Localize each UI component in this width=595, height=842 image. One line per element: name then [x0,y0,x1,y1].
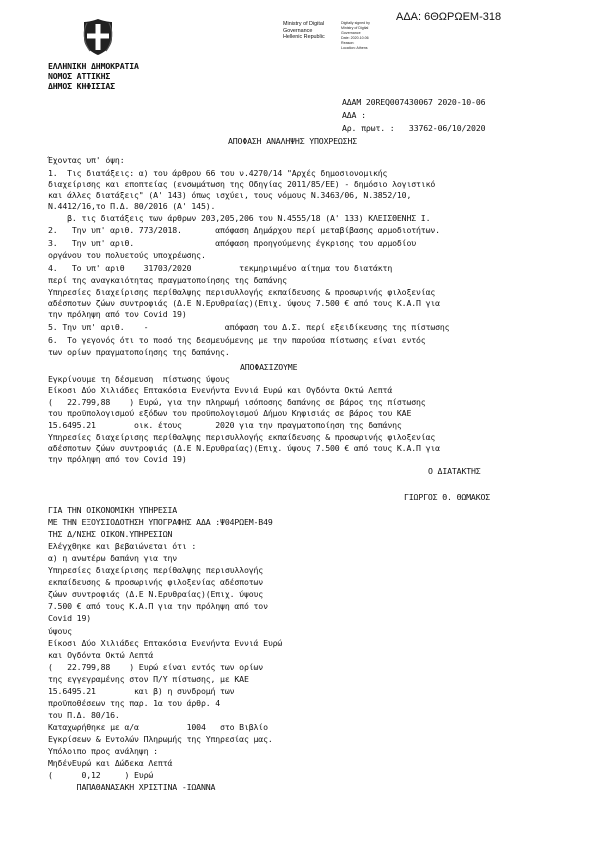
stamp-detail: Reason: [341,41,355,45]
economic-line: Υπόλοιπο προς ανάληψη : [48,746,158,756]
economic-line: ( 22.799,88 ) Ευρώ είναι εντός των ορίων [48,662,264,672]
decision-line: αδέσποτων ζώων συντροφιάς (Δ.Ε Ν.Ερυθραίας)(Επιχ. ύψους 7.500 € από τους Κ.Α.Π για [48,443,440,453]
body-line: β. τις διατάξεις των άρθρων 203,205,206 του Ν.4555/18 (Α' 133) ΚΛΕΙΣΘΕΝΗΣ Ι. [48,213,431,223]
economic-line: Εγκρίσεων & Εντολών Πληρωμής της Υπηρεσίας μας. [48,734,273,744]
economic-signatory: ΠΑΠΑΘΑΝΑΣΑΚΗ ΧΡΙΣΤΙΝΑ -ΙΩΑΝΝΑ [48,782,216,792]
economic-line: Υπηρεσίες διαχείρισης περίθαλψης περισυλλογής [48,565,264,575]
decision-line: την πρόληψη από τον Covid 19) [48,454,187,464]
economic-line: ύψους [48,626,72,636]
body-line: οργάνου του πολυετούς υποχρέωσης. [48,250,206,260]
economic-line: ΓΙΑ ΤΗΝ ΟΙΚΟΝΟΜΙΚΗ ΥΠΗΡΕΣΙΑ [48,505,178,515]
diataktis-name: ΓΙΩΡΓΟΣ Θ. ΘΩΜΑΚΟΣ [404,492,491,502]
stamp-detail: Digitally signed by [341,21,370,25]
decision-line: Είκοσι Δύο Χιλιάδες Επτακόσια Ενενήντα Εννιά Ευρώ και Ογδόντα Οκτώ Λεπτά [48,385,393,395]
body-line: 2. Την υπ' αριθ. 773/2018. απόφαση Δημάρχου περί μεταβίβασης αρμοδιοτήτων. [48,225,440,235]
stamp-detail: Location: Athens [341,46,368,50]
body-line: 1. Τις διατάξεις: α) του άρθρου 66 του ν.4270/14 "Αρχές δημοσιονομικής [48,168,388,178]
stamp-line-1: Ministry of Digital [283,21,325,27]
economic-line: Covid 19) [48,613,92,623]
header-country: ΕΛΛΗΝΙΚΗ ΔΗΜΟΚΡΑΤΙΑ [48,61,139,71]
body-line: 5. Την υπ' αριθ. - απόφαση του Δ.Σ. περί εξειδίκευσης της πίστωσης [48,322,450,332]
economic-line: του Π.Δ. 80/16. [48,710,120,720]
body-line: 3. Την υπ' αριθ. απόφαση προηγούμενης έγκρισης του αρμοδίου [48,238,417,248]
body-line: περί της αναγκαιότητας πραγματοποίησης της δαπάνης [48,275,287,285]
diataktis-title: Ο ΔΙΑΤΑΚΤΗΣ [428,466,481,476]
body-line: την πρόληψη από τον Covid 19) [48,309,187,319]
ada-reference: ΑΔΑ : [342,110,366,120]
decision-line: του προϋπολογισμού εξόδων του προϋπολογισμού Δήμου Κηφισιάς σε βάρος του ΚΑΕ [48,408,412,418]
body-line: διαχείρισης και εποπτείας (ενσωμάτωση της Οδηγίας 2011/85/ΕΕ) - δημόσιο λογιστικό [48,179,436,189]
body-line: αδέσποτων ζώων συντροφιάς (Δ.Ε Ν.Ερυθραίας)(Επιχ. ύψους 7.500 € από τους Κ.Α.Π για [48,298,440,308]
document-title: ΑΠΟΦΑΣΗ ΑΝΑΛΗΨΗΣ ΥΠΟΧΡΕΩΣΗΣ [228,136,358,146]
economic-line: Καταχωρήθηκε με α/α 1004 στο Βιβλίο [48,722,268,732]
economic-line: ΜηδένΕυρώ και Δώδεκα Λεπτά [48,758,173,768]
decision-line: 15.6495.21 οικ. έτους 2020 για την πραγματοποίηση της δαπάνης [48,420,402,430]
decision-line: ( 22.799,88 ) Ευρώ, για την πληρωμή ισόποσης δαπάνης σε βάρος της πίστωσης [48,397,426,407]
ada-code-top: ΑΔΑ: 6ΘΩΡΩΕΜ-318 [396,11,502,23]
body-line: 6. Το γεγονός ότι το ποσό της δεσμευόμενης με την παρούσα πίστωσης είναι εντός [48,335,426,345]
stamp-line-3: Hellenic Republic [283,34,325,41]
economic-line: της εγγεγραμένης στον Π/Υ πίστωσης, με ΚΑΕ [48,674,249,684]
protocol-number: Αρ. πρωτ. : 33762-06/10/2020 [342,123,486,133]
economic-line: Είκοσι Δύο Χιλιάδες Επτακόσια Ενενήντα Εννιά Ευρώ [48,638,283,648]
stamp-detail: Ministry of Digital [341,26,369,30]
header-prefecture: ΝΟΜΟΣ ΑΤΤΙΚΗΣ [48,71,111,81]
digital-signature-details [341,21,370,51]
economic-line: α) η ανωτέρω δαπάνη για την [48,553,178,563]
stamp-detail: Governance [341,31,361,35]
economic-line: ζώων συντροφιάς (Δ.Ε Ν.Ερυθραίας)(Επιχ. ύψους [48,589,264,599]
economic-line: Ελέγχθηκε και βεβαιώνεται ότι : [48,541,197,551]
stamp-line-2: Governance [283,27,313,34]
decision-line: Υπηρεσίες διαχείρισης περίθαλψης περισυλλογής εκπαίδευσης & προσωρινής φιλοξενίας [48,432,436,442]
economic-line: εκπαίδευσης & προσωρινής φιλοξενίας αδέσποτων [48,577,264,587]
greek-coat-of-arms-icon [81,18,115,56]
adam-reference: ΑΔΑΜ 20REQ007430067 2020-10-06 [342,97,486,107]
economic-line: και Ογδόντα Οκτώ Λεπτά [48,650,154,660]
economic-line: ( 0,12 ) Ευρώ [48,770,154,780]
body-line: Έχοντας υπ' όψη: [48,155,125,165]
body-line: των ορίων πραγματοποίησης της δαπάνης. [48,347,230,357]
decision-line: Εγκρίνουμε τη δέσμευση πίστωσης ύψους [48,374,230,384]
decision-title: ΑΠΟΦΑΣΙΖΟΥΜΕ [240,362,298,372]
body-line: Υπηρεσίες διαχείρισης περίθαλψης περισυλλογής εκπαίδευσης & προσωρινής φιλοξενίας [48,287,436,297]
economic-line: ΜΕ ΤΗΝ ΕΞΟΥΣΙΟΔΟΤΗΣΗ ΥΠΟΓΡΑΦΗΣ ΑΔΑ :Ψ04ΡΩΕΜ-Β49 [48,517,273,527]
body-line: και άλλες διατάξεις" (Α' 143) όπως ισχύει, τους νόμους Ν.3463/06, Ν.3852/10, [48,190,412,200]
body-line: Ν.4412/16,το Π.Δ. 80/2016 (Α' 145). [48,201,216,211]
economic-line: προϋποθέσεων της παρ. 1α του άρθρ. 4 [48,698,221,708]
economic-line: 15.6495.21 και β) η συνδρομή των [48,686,235,696]
economic-line: 7.500 € από τους Κ.Α.Π για την πρόληψη από τον [48,601,268,611]
digital-signature-stamp [283,21,325,41]
header-municipality: ΔΗΜΟΣ ΚΗΦΙΣΙΑΣ [48,81,115,91]
economic-line: ΤΗΣ Δ/ΝΣΗΣ ΟΙΚΟΝ.ΥΠΗΡΕΣΙΩΝ [48,529,173,539]
body-line: 4. Το υπ' αριθ 31703/2020 τεκμηριωμένο αίτημα του διατάκτη [48,263,393,273]
stamp-detail: Date: 2020.10.06 [341,36,369,40]
